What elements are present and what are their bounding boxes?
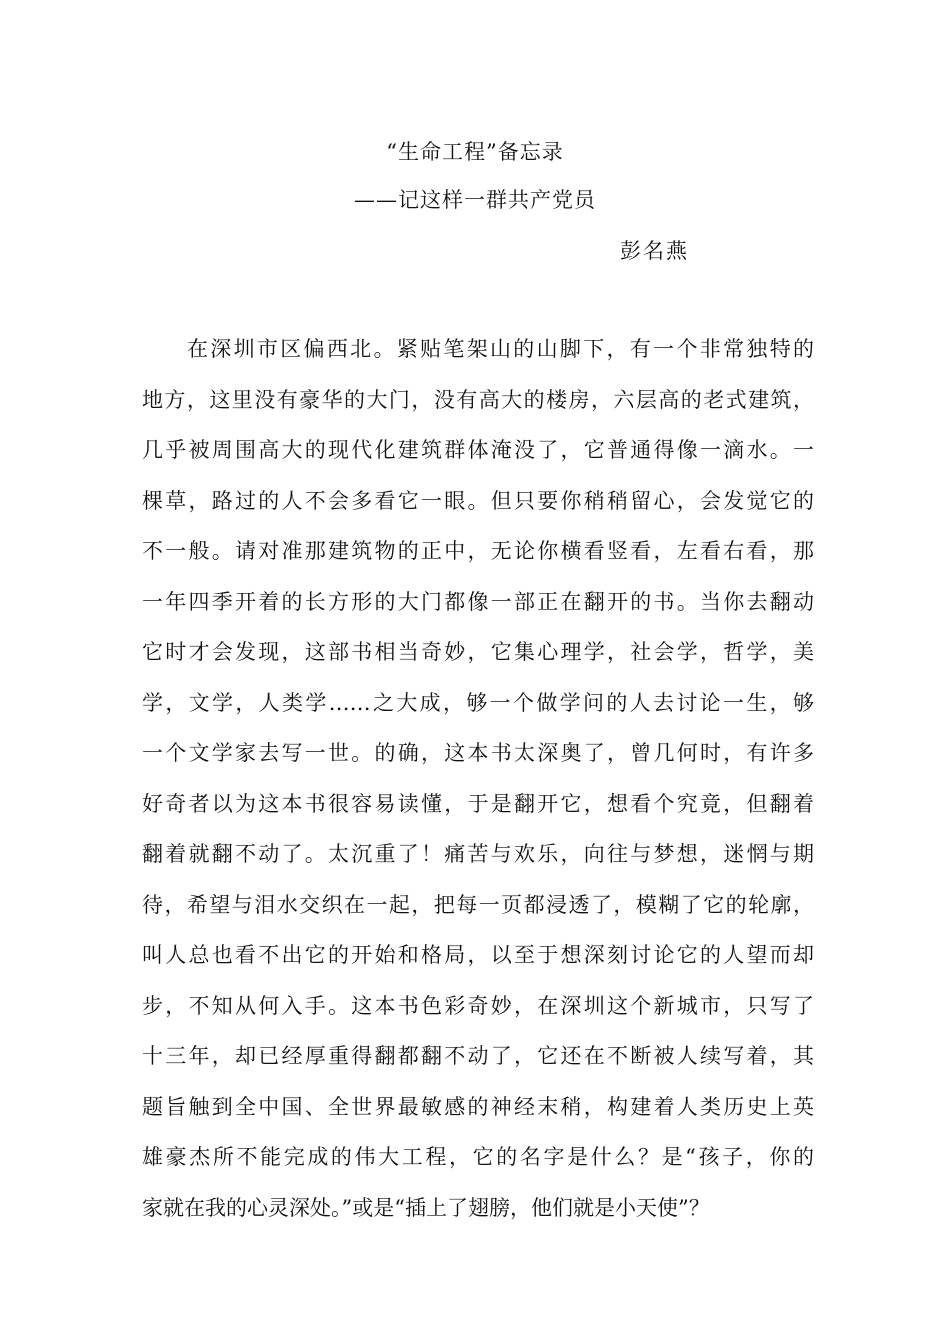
document-subtitle: ——记这样一群共产党员 (354, 188, 596, 212)
paragraph-line: 题旨触到全中国、全世界最敏感的神经末稍，构建着人类历史上英 (142, 1094, 814, 1119)
paragraph-line: 一年四季开着的长方形的大门都像一部正在翻开的书。当你去翻动 (142, 589, 814, 614)
paragraph-line: 叫人总也看不出它的开始和格局，以至于想深刻讨论它的人望而却 (142, 943, 814, 967)
paragraph-line: 在深圳市区偏西北。紧贴笔架山的山脚下，有一个非常独特的 (187, 337, 814, 361)
body-paragraph (142, 334, 814, 1243)
paragraph-line: 一个文学家去写一世。的确，这本书太深奥了，曾几何时，有许多 (142, 741, 814, 765)
paragraph-line: 步，不知从何入手。这本书色彩奇妙，在深圳这个新城市，只写了 (142, 993, 814, 1018)
paragraph-line: 不一般。请对准那建筑物的正中，无论你横看竖看，左看右看，那 (142, 539, 814, 563)
paragraph-line: 十三年，却已经厚重得翻都翻不动了，它还在不断被人续写着，其 (142, 1044, 814, 1068)
paragraph-line: 学，文学，人类学……之大成，够一个做学问的人去讨论一生，够 (142, 690, 814, 715)
paragraph-line: 它时才会发现，这部书相当奇妙，它集心理学，社会学，哲学，美 (142, 640, 814, 664)
paragraph-line: 地方，这里没有豪华的大门，没有高大的楼房，六层高的老式建筑， (142, 387, 814, 412)
paragraph-line: 翻着就翻不动了。太沉重了！痛苦与欢乐，向往与梦想，迷惘与期 (142, 842, 814, 866)
paragraph-line: 待，希望与泪水交织在一起，把每一页都浸透了，模糊了它的轮廓， (142, 892, 814, 917)
paragraph-line: 好奇者以为这本书很容易读懂，于是翻开它，想看个究竟，但翻着 (142, 791, 814, 816)
paragraph-line: 几乎被周围高大的现代化建筑群体淹没了，它普通得像一滴水。一 (142, 438, 814, 462)
document-author: 彭名燕 (620, 239, 689, 263)
document-title: “生命工程”备忘录 (386, 140, 564, 164)
paragraph-line: 雄豪杰所不能完成的伟大工程，它的名字是什么？是“孩子，你的 (142, 1145, 814, 1169)
paragraph-line: 家就在我的心灵深处。”或是“插上了翅膀，他们就是小天使”？ (142, 1195, 710, 1220)
paragraph-line: 棵草，路过的人不会多看它一眼。但只要你稍稍留心，会发觉它的 (142, 488, 814, 513)
